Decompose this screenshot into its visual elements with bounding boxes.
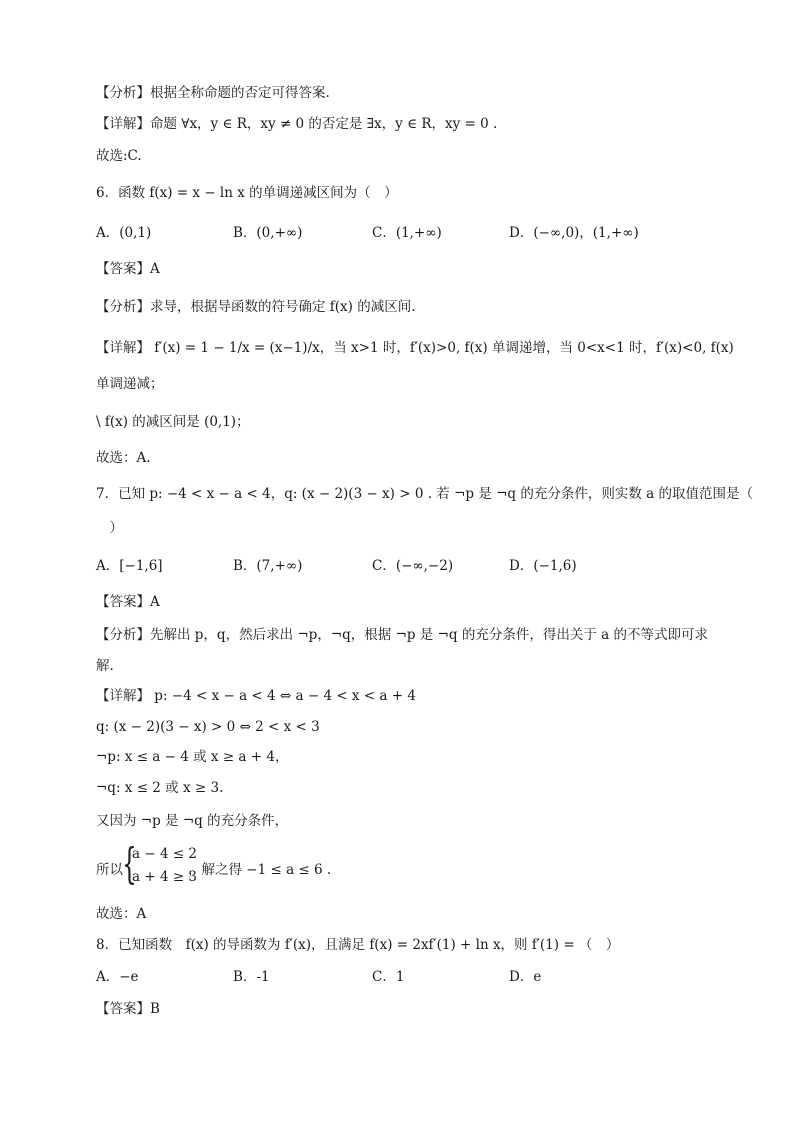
analysis-q5: 【分析】根据全称命题的否定可得答案. [96, 85, 330, 101]
system-row-1: a − 4 ≤ 2 [132, 846, 198, 862]
detail-q7-notq: ¬q: x ≤ 2 或 x ≥ 3. [96, 780, 224, 796]
question-8: 8．已知函数 f(x) 的导函数为 f′(x)，且满足 f(x) = 2xf′(1) + ln x，则 f′(1) = （ ） [96, 937, 620, 953]
option-a: A．(0,1) [96, 225, 152, 241]
option-a: A．[−1,6] [96, 558, 163, 574]
answer-q8: 【答案】B [96, 1001, 160, 1017]
choice-q5: 故选:C. [96, 148, 142, 164]
option-d: D．(−∞,0)，(1,+∞) [509, 225, 639, 241]
answer-q6: 【答案】A [96, 261, 160, 277]
detail-q7-because: 又因为 ¬p 是 ¬q 的充分条件， [96, 813, 289, 829]
options-q7 [96, 555, 734, 577]
system-brace: { [122, 839, 137, 888]
inequality-system [96, 839, 496, 891]
system-solution: ，解之得 −1 ≤ a ≤ 6 . [188, 862, 332, 878]
option-a: A．−e [96, 969, 139, 985]
option-b: B．(7,+∞) [233, 558, 303, 574]
choice-q6: 故选：A. [96, 450, 151, 466]
system-row-2: a + 4 ≥ 3 [132, 869, 198, 885]
option-d: D．e [509, 969, 542, 985]
question-6: 6．函数 f(x) = x − ln x 的单调递减区间为（ ） [96, 185, 398, 201]
detail-q5: 【详解】命题 ∀x，y ∈ R，xy ≠ 0 的否定是 ∃x，y ∈ R，xy = 0 . [96, 116, 498, 132]
system-prefix: 所以 [96, 862, 123, 878]
detail-q7-q: q: (x − 2)(3 − x) > 0 ⇔ 2 < x < 3 [96, 719, 320, 735]
option-d: D．(−1,6) [509, 558, 577, 574]
analysis-q7-cont: 解. [96, 658, 114, 674]
detail-q7: 【详解】 p: −4 < x − a < 4 ⇔ a − 4 < x < a + 4 [96, 688, 416, 704]
choice-q7: 故选：A [96, 906, 147, 922]
option-b: B．(0,+∞) [233, 225, 303, 241]
question-7-cont: ） [96, 520, 123, 536]
option-b: B．-1 [233, 969, 270, 985]
detail-q6-result: \ f(x) 的减区间是 (0,1)； [96, 414, 250, 430]
detail-q6-cont: 单调递减； [96, 376, 164, 392]
option-c: C．1 [372, 969, 405, 985]
detail-q7-notp: ¬p: x ≤ a − 4 或 x ≥ a + 4， [96, 749, 289, 765]
answer-q7: 【答案】A [96, 594, 160, 610]
options-q6 [96, 222, 734, 244]
detail-q6: 【详解】 f′(x) = 1 − 1/x = (x−1)/x，当 x>1 时，f′(x)>0, f(x) 单调递增，当 0<x<1 时，f′(x)<0, f(x) [96, 340, 734, 356]
options-q8 [96, 966, 734, 988]
analysis-q7: 【分析】先解出 p，q，然后求出 ¬p，¬q，根据 ¬p 是 ¬q 的充分条件，得出关于 a 的不等式即可求 [96, 627, 708, 643]
question-7: 7．已知 p: −4 < x − a < 4，q: (x − 2)(3 − x) > 0 . 若 ¬p 是 ¬q 的充分条件，则实数 a 的取值范围是（ [96, 486, 753, 502]
option-c: C．(−∞,−2) [372, 558, 454, 574]
analysis-q6: 【分析】求导，根据导函数的符号确定 f(x) 的减区间. [96, 299, 416, 315]
option-c: C．(1,+∞) [372, 225, 442, 241]
